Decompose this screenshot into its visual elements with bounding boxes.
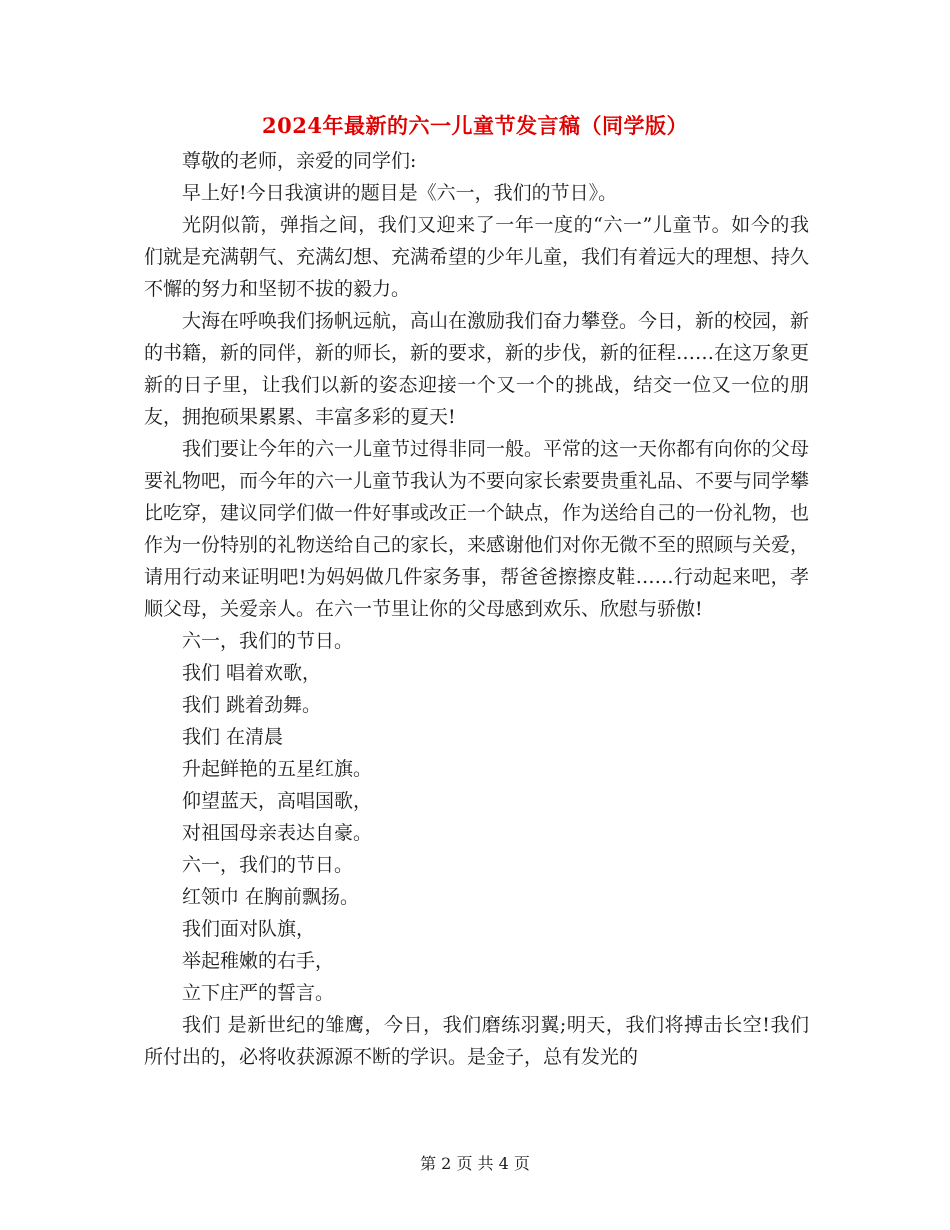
paragraph: 我们 是新世纪的雏鹰，今日，我们磨练羽翼;明天，我们将搏击长空!我们所付出的，必将收获源源不断的学识。是金子，总有发光的 xyxy=(144,1014,809,1068)
document-body xyxy=(144,145,809,1073)
poem-line: 立下庄严的誓言。 xyxy=(182,982,335,1004)
poem-line: 我们 在清晨 xyxy=(182,726,284,748)
poem-line: 举起稚嫩的右手， xyxy=(182,950,335,972)
poem-line: 红领巾 在胸前飘扬。 xyxy=(182,886,360,908)
paragraph: 光阴似箭，弹指之间，我们又迎来了一年一度的“六一”儿童节。如今的我们就是充满朝气、充满幻想、充满希望的少年儿童，我们有着远大的理想、持久不懈的努力和坚韧不拔的毅力。 xyxy=(144,214,810,300)
poem-line: 升起鲜艳的五星红旗。 xyxy=(182,758,373,780)
poem-line: 我们 跳着劲舞。 xyxy=(182,694,322,716)
poem-line: 我们面对队旗， xyxy=(182,918,316,940)
paragraph: 尊敬的老师，亲爱的同学们: xyxy=(182,150,417,172)
paragraph: 早上好!今日我演讲的题目是《六一，我们的节日》。 xyxy=(182,182,618,204)
document-title: 2024年最新的六一儿童节发言稿（同学版） xyxy=(262,113,688,138)
poem-line: 六一，我们的节日。 xyxy=(182,854,354,876)
paragraph: 我们要让今年的六一儿童节过得非同一般。平常的这一天你都有向你的父母要礼物吧，而今年的六一儿童节我认为不要向家长索要贵重礼品、不要与同学攀比吃穿，建议同学们做一件好事或改正一个缺点，作为送给自己的一份礼物，也作为一份特别的礼物送给自己的家长，来感谢他们对你无微不至的照顾与关爱，请用行动来证明吧!为妈妈做几件家务事，帮爸爸擦擦皮鞋……行动起来吧，孝顺父母，关爱亲人。在六一节里让你的父母感到欢乐、欣慰与骄傲! xyxy=(144,438,810,620)
poem-line: 对祖国母亲表达自豪。 xyxy=(182,822,373,844)
paragraph: 大海在呼唤我们扬帆远航，高山在激励我们奋力攀登。今日，新的校园，新的书籍，新的同伴，新的师长，新的要求，新的步伐，新的征程……在这万象更新的日子里，让我们以新的姿态迎接一个又一个的挑战，结交一位又一位的朋友，拥抱硕果累累、丰富多彩的夏天! xyxy=(144,310,810,428)
poem-line: 六一，我们的节日。 xyxy=(182,630,354,652)
page-footer: 第 2 页 共 4 页 xyxy=(420,1154,530,1173)
poem-line: 仰望蓝天，高唱国歌， xyxy=(182,790,373,812)
poem-line: 我们 唱着欢歌， xyxy=(182,662,322,684)
